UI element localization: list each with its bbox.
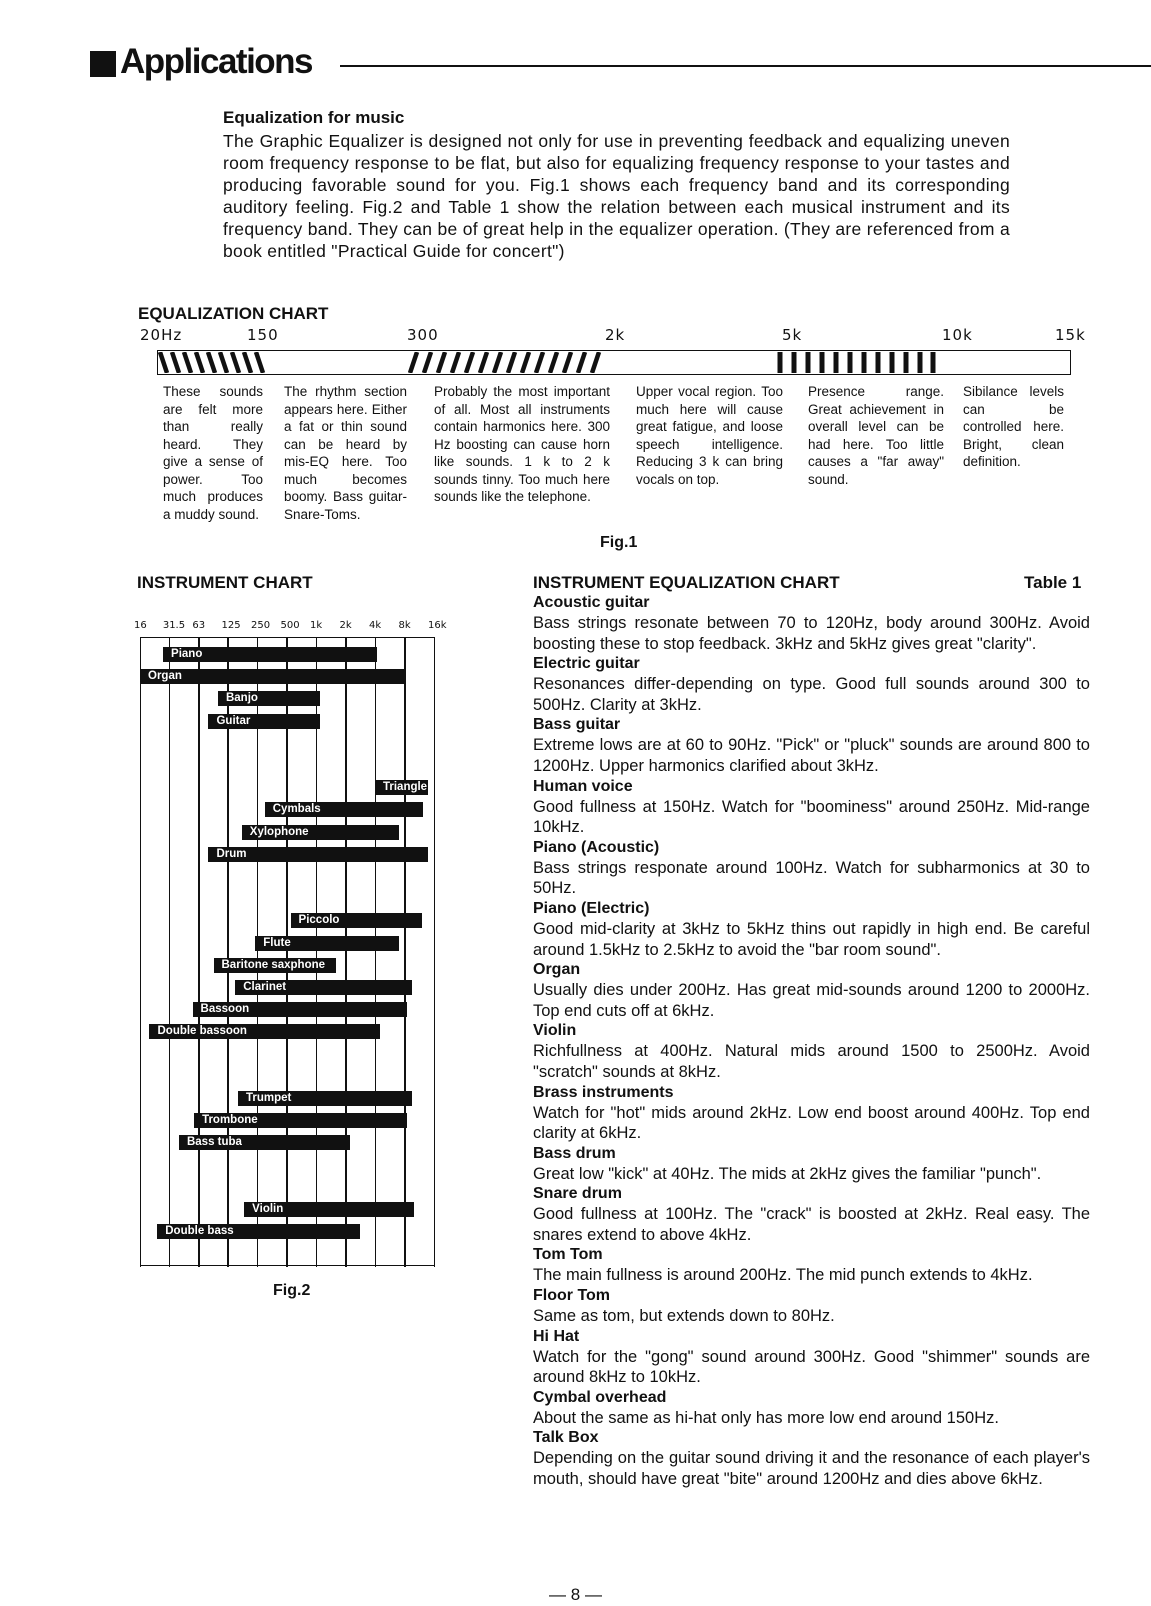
instrument-bar: Trumpet bbox=[238, 1091, 412, 1106]
band-description-5k-10k: Presence range. Great achievement in overall level can be had here. Too little causes a "far away" sound. bbox=[808, 384, 944, 487]
table1-entry-name: Cymbal overhead bbox=[533, 1388, 667, 1406]
chart-tick-label: 250 bbox=[250, 620, 271, 631]
backslash-hatch-segment bbox=[158, 352, 266, 373]
chart-gridline bbox=[345, 637, 346, 1267]
slash-hatch-segment bbox=[408, 352, 608, 373]
table1-entry-text: Great low "kick" at 40Hz. The mids at 2kHz gives the familiar "punch". bbox=[533, 1164, 1042, 1183]
band-description-300-2k: Probably the most important of all. Most all instruments contain harmonics here. 300 Hz boosting can cause horn like sounds. 1 k to 2 k sounds tinny. Too much here sounds like the telephone. bbox=[434, 384, 610, 504]
band-description-2k-5k: Upper vocal region. Too much here will cause great fatigue, and loose speech intelligence. Reducing 3 k can bring vocals on top. bbox=[636, 384, 783, 487]
table1-entry-name: Piano (Acoustic) bbox=[533, 838, 660, 856]
table1-entry-name: Human voice bbox=[533, 777, 633, 795]
freq-label-150: 150 bbox=[247, 326, 279, 344]
instrument-bar: Baritone saxphone bbox=[214, 958, 336, 973]
table1-entry-name: Bass drum bbox=[533, 1144, 616, 1162]
instrument-bar: Clarinet bbox=[235, 980, 412, 995]
chart-gridline bbox=[434, 637, 435, 1267]
table1-entry-text: The main fullness is around 200Hz. The mid punch extends to 4kHz. bbox=[533, 1266, 1033, 1285]
instrument-bar: Violin bbox=[244, 1202, 414, 1217]
instrument-bar: Guitar bbox=[208, 714, 320, 729]
table1-entry-text: Resonances differ-depending on type. Good full sounds around 300 to 500Hz. Clarity at 3kHz. bbox=[533, 675, 1090, 714]
section-header bbox=[90, 44, 1151, 88]
table1-entry-text: Same as tom, but extends down to 80Hz. bbox=[533, 1307, 835, 1326]
chart-tick-label: 31.5 bbox=[162, 620, 186, 631]
table1-entry-name: Brass instruments bbox=[533, 1083, 674, 1101]
chart-tick-label: 16k bbox=[427, 620, 447, 631]
table1-entry-text: Depending on the guitar sound driving it and the resonance of each player's mouth, should have great "bite" around 1200Hz and dies above 6kHz. bbox=[533, 1449, 1090, 1489]
eq-frequency-bar bbox=[157, 350, 1071, 375]
chart-gridline bbox=[140, 637, 141, 1267]
instrument-bar: Piccolo bbox=[291, 913, 422, 928]
instrument-chart-heading: INSTRUMENT CHART bbox=[137, 573, 313, 592]
table1-entry-name: Tom Tom bbox=[533, 1246, 603, 1264]
instrument-bar: Cymbals bbox=[265, 802, 424, 817]
chart-top-border bbox=[140, 637, 434, 638]
freq-label-20hz: 20Hz bbox=[140, 326, 183, 344]
chart-tick-label: 500 bbox=[280, 620, 300, 631]
eq-chart-heading: EQUALIZATION CHART bbox=[138, 304, 329, 323]
freq-label-15k: 15k bbox=[1055, 326, 1086, 344]
chart-gridline bbox=[169, 637, 170, 1267]
chart-bottom-border bbox=[140, 1265, 434, 1266]
table1-label: Table 1 bbox=[1024, 573, 1082, 592]
chart-gridline bbox=[198, 637, 199, 1267]
table1-entry-text: Good mid-clarity at 3kHz to 5kHz thins out rapidly in high end. Be careful around 1.5kHz to 2.5kHz to avoid the "bar room sound". bbox=[533, 919, 1090, 959]
chart-tick-label: 8k bbox=[398, 620, 411, 631]
title-rule bbox=[340, 65, 1151, 67]
table1-entry-text: Bass strings responate around 100Hz. Watch for subharmonics at 30 to 50Hz. bbox=[533, 858, 1090, 898]
instrument-bar: Trombone bbox=[194, 1113, 407, 1128]
table1-entry-text: Watch for the "gong" sound around 300Hz. Good "shimmer" sounds are around 8kHz to 10kHz. bbox=[533, 1347, 1090, 1387]
chart-tick-label: 63 bbox=[192, 620, 206, 631]
table1-entry-text: Extreme lows are at 60 to 90Hz. "Pick" or "pluck" sounds are around 800 to 1200Hz. Upper harmonics clarified about 3kHz. bbox=[533, 736, 1090, 775]
instrument-bar: Triangle bbox=[375, 780, 428, 795]
table1-entry-name: Talk Box bbox=[533, 1429, 599, 1447]
chart-tick-label: 1k bbox=[309, 620, 323, 631]
fig2-caption: Fig.2 bbox=[273, 1282, 311, 1299]
table1-entry-text: Watch for "hot" mids around 2kHz. Low end boost around 400Hz. Top end clarity at 6kHz. bbox=[533, 1103, 1090, 1143]
table1-entry-name: Acoustic guitar bbox=[533, 594, 650, 611]
instrument-bar: Banjo bbox=[218, 691, 320, 706]
freq-label-5k: 5k bbox=[782, 326, 803, 344]
freq-label-10k: 10k bbox=[942, 326, 973, 344]
table1-entry-text: Usually dies under 200Hz. Has great mid-sounds around 1200 to 2000Hz. Top end cuts off at 6kHz. bbox=[533, 981, 1090, 1020]
table1-entry-name: Bass guitar bbox=[533, 716, 621, 734]
table1-heading: INSTRUMENT EQUALIZATION CHART bbox=[533, 573, 840, 592]
instrument-bar: Xylophone bbox=[242, 825, 399, 840]
instrument-bar: Organ bbox=[140, 669, 404, 684]
chart-gridline bbox=[286, 637, 287, 1267]
chart-tick-label: 125 bbox=[221, 620, 241, 631]
square-bullet-icon bbox=[90, 51, 116, 77]
table1-entry-name: Violin bbox=[533, 1022, 577, 1040]
chart-tick-label: 2k bbox=[339, 620, 352, 631]
fig1-caption: Fig.1 bbox=[600, 534, 638, 551]
vertical-hatch-segment bbox=[776, 352, 938, 373]
freq-label-2k: 2k bbox=[605, 326, 626, 344]
chart-gridline bbox=[227, 637, 228, 1267]
intro-heading: Equalization for music bbox=[223, 108, 405, 127]
chart-tick-label: 16 bbox=[134, 620, 147, 631]
table1-entry-name: Snare drum bbox=[533, 1185, 622, 1203]
table1-entry-name: Hi Hat bbox=[533, 1327, 580, 1345]
table1-entry-name: Piano (Electric) bbox=[533, 899, 650, 917]
page-number: — 8 — bbox=[549, 1585, 602, 1604]
instrument-bar: Bass tuba bbox=[179, 1135, 350, 1150]
chart-gridline bbox=[257, 637, 258, 1267]
table1-entry-name: Floor Tom bbox=[533, 1287, 611, 1305]
band-description-150-300: The rhythm section appears here. Either a fat or thin sound can be heard by mis-EQ here. Too much becomes boomy. Bass guitar-Snare-Toms. bbox=[284, 384, 407, 522]
table1-entry-text: About the same as hi-hat only has more low end around 150Hz. bbox=[533, 1408, 999, 1427]
freq-label-300: 300 bbox=[407, 326, 439, 344]
instrument-bar: Bassoon bbox=[193, 1002, 408, 1017]
chart-tick-label: 4k bbox=[368, 620, 382, 631]
table1-entry-name: Electric guitar bbox=[533, 655, 640, 673]
section-title: Applications bbox=[120, 42, 313, 81]
chart-gridline bbox=[375, 637, 376, 1267]
band-description-10k-15k: Sibilance levels can be controlled here. Bright, clean definition. bbox=[963, 384, 1064, 469]
instrument-chart bbox=[140, 637, 448, 1267]
band-description-20-150: These sounds are felt more than really heard. They give a sense of power. Too much produces a muddy sound. bbox=[163, 384, 263, 522]
table1-entry-text: Good fullness at 100Hz. The "crack" is boosted at 2kHz. Real easy. The snares extend to above 4kHz. bbox=[533, 1205, 1090, 1244]
instrument-bar: Double bass bbox=[157, 1224, 360, 1239]
table1-entry-text: Bass strings resonate between 70 to 120Hz, body around 300Hz. Avoid boosting these to stop feedback. 3kHz and 5kHz gives great "clarity". bbox=[533, 614, 1090, 653]
table1-entries bbox=[533, 593, 1090, 1490]
table1-entry-text: Richfullness at 400Hz. Natural mids around 1500 to 2500Hz. Avoid "scratch" sounds at 8kHz. bbox=[533, 1042, 1090, 1081]
chart-gridline bbox=[316, 637, 317, 1267]
table1-entry-text: Good fullness at 150Hz. Watch for "boominess" around 250Hz. Mid-range 10kHz. bbox=[533, 797, 1090, 837]
instrument-bar: Double bassoon bbox=[149, 1024, 380, 1039]
instrument-bar: Flute bbox=[255, 936, 399, 951]
instrument-bar: Drum bbox=[208, 847, 428, 862]
instrument-bar: Piano bbox=[163, 647, 377, 662]
intro-paragraph: The Graphic Equalizer is designed not only for use in preventing feedback and equalizing uneven room frequency response to be flat, but also for equalizing frequency response to your tastes and producing favorable sound for you. Fig.1 shows each frequency band and its corresponding auditory feeling. Fig.2 and Table 1 show the relation between each musical instrument and its frequency band. They can be of great help in the equalizer operation. (They are referenced from a book entitled "Practical Guide for concert") bbox=[223, 131, 1010, 261]
chart-gridline bbox=[404, 637, 405, 1267]
table1-entry-name: Organ bbox=[533, 961, 581, 979]
